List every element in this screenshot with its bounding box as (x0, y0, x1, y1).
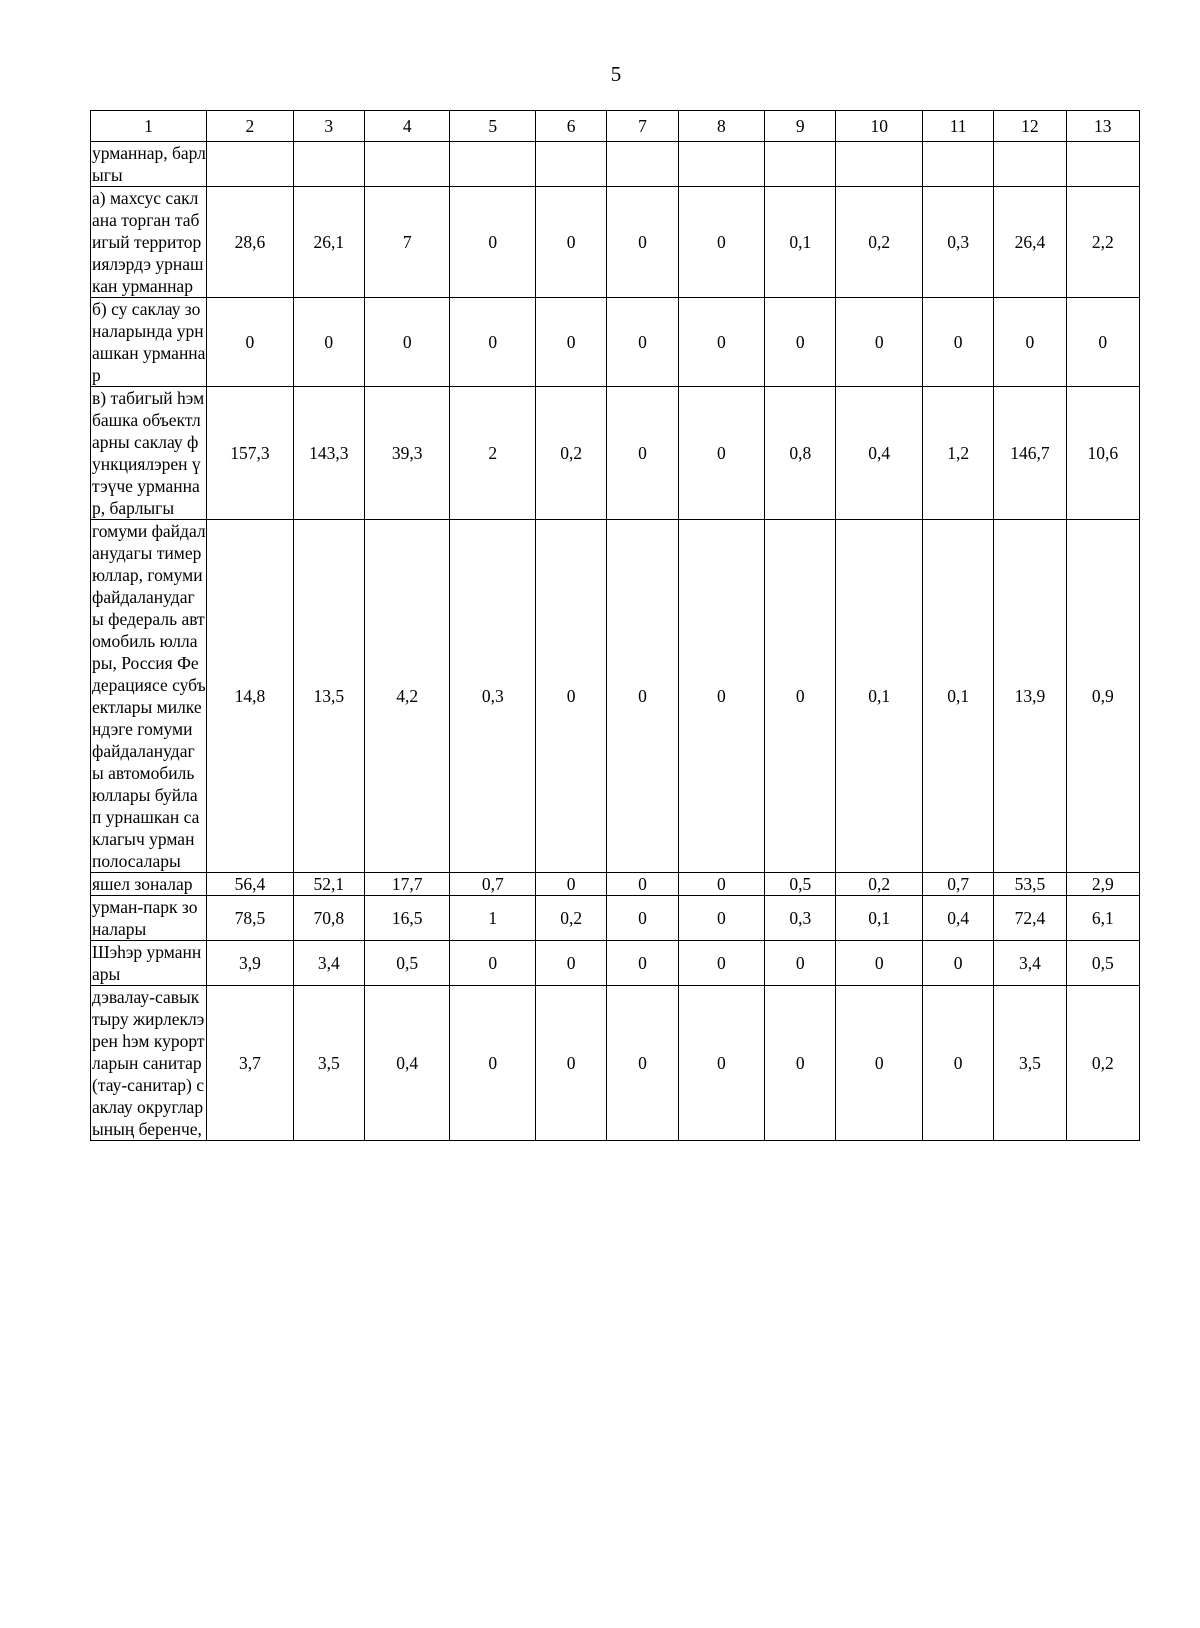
table-cell (836, 142, 923, 187)
column-header: 1 (91, 111, 207, 142)
table-cell: 0 (923, 986, 994, 1141)
table-cell: 0,1 (765, 187, 836, 298)
column-header: 3 (293, 111, 364, 142)
table-cell: 0 (678, 873, 765, 896)
table-cell: 0 (607, 298, 678, 387)
table-cell: 0 (836, 986, 923, 1141)
table-cell (678, 142, 765, 187)
row-label: гомуми файдаланудагы тимер юллар, гомуми файдаланудагы федераль автомобиль юллары, Россия Федерациясе субъектлары милкендэге гомуми файдаланудагы автомобиль юллары буйлап урнашкан саклагыч урман полосалары (92, 521, 206, 871)
column-number-row (91, 111, 1140, 142)
table-cell: 3,7 (207, 986, 294, 1141)
row-label: в) табигый һэм башка объектларны саклау функциялэрен үтэүче урманнар, барлыгы (91, 387, 207, 520)
table-cell: 2,2 (1066, 187, 1139, 298)
column-header: 8 (678, 111, 765, 142)
table-cell: 13,5 (293, 520, 364, 873)
table-cell: 17,7 (364, 873, 450, 896)
table-cell: 0 (450, 941, 536, 986)
table-cell (765, 142, 836, 187)
table-cell: 0 (678, 896, 765, 941)
table-cell: 2,9 (1066, 873, 1139, 896)
table-cell: 0 (607, 520, 678, 873)
table-cell: 0 (536, 941, 607, 986)
table-cell: 72,4 (994, 896, 1066, 941)
table-cell: 3,9 (207, 941, 294, 986)
column-header: 10 (836, 111, 923, 142)
table-cell: 0,2 (836, 187, 923, 298)
table-cell: 1 (450, 896, 536, 941)
table-cell: 0 (450, 986, 536, 1141)
table-cell: 13,9 (994, 520, 1066, 873)
data-table (90, 110, 1140, 1141)
table-cell: 0 (678, 387, 765, 520)
column-header: 4 (364, 111, 450, 142)
table-cell: 0,5 (765, 873, 836, 896)
table-row (91, 298, 1140, 387)
table-cell: 0 (607, 896, 678, 941)
table-body (91, 142, 1140, 1141)
table-cell: 0 (536, 187, 607, 298)
column-header: 7 (607, 111, 678, 142)
table-cell: 28,6 (207, 187, 294, 298)
row-label: дэвалау-савыктыру жирлеклэрен һэм курортларын санитар (тау-санитар) саклау округларының беренче, (91, 986, 207, 1141)
table-cell: 14,8 (207, 520, 294, 873)
table-cell: 0 (536, 873, 607, 896)
table-cell: 52,1 (293, 873, 364, 896)
table-cell: 0,1 (923, 520, 994, 873)
row-label: Шэһэр урманнары (91, 941, 207, 986)
table-cell: 0 (765, 520, 836, 873)
table-cell: 0 (364, 298, 450, 387)
table-cell: 7 (364, 187, 450, 298)
table-row (91, 896, 1140, 941)
table-cell (450, 142, 536, 187)
column-header: 12 (994, 111, 1066, 142)
table-cell: 0 (607, 187, 678, 298)
table-cell: 6,1 (1066, 896, 1139, 941)
table-row (91, 873, 1140, 896)
column-header: 2 (207, 111, 294, 142)
table-cell: 0 (994, 298, 1066, 387)
column-header: 5 (450, 111, 536, 142)
row-label: урман-парк зоналары (91, 896, 207, 941)
table-cell: 0,9 (1066, 520, 1139, 873)
table-cell (207, 142, 294, 187)
table-cell: 0 (1066, 298, 1139, 387)
table-cell: 56,4 (207, 873, 294, 896)
table-cell: 143,3 (293, 387, 364, 520)
table-cell: 2 (450, 387, 536, 520)
table-cell (994, 142, 1066, 187)
table-cell: 3,5 (994, 986, 1066, 1141)
table-cell: 0 (678, 187, 765, 298)
table-cell: 0 (536, 298, 607, 387)
table-cell: 0,5 (364, 941, 450, 986)
table-cell: 0,7 (450, 873, 536, 896)
table-row (91, 520, 1140, 873)
table-cell: 0,3 (923, 187, 994, 298)
table-cell: 4,2 (364, 520, 450, 873)
table-cell: 39,3 (364, 387, 450, 520)
table-cell: 3,4 (293, 941, 364, 986)
table-cell (536, 142, 607, 187)
table-cell: 70,8 (293, 896, 364, 941)
table-cell: 0,1 (836, 896, 923, 941)
table-cell: 0,7 (923, 873, 994, 896)
table-cell: 0 (678, 520, 765, 873)
row-label: б) су саклау зоналарында урнашкан урманнар (92, 299, 206, 385)
table-cell: 0 (678, 298, 765, 387)
table-cell: 0 (607, 873, 678, 896)
table-row (91, 387, 1140, 520)
row-label: а) махсус саклана торган табигый территориялэрдэ урнашкан урманнар (91, 187, 207, 298)
table-cell: 0,4 (836, 387, 923, 520)
table-cell: 3,5 (293, 986, 364, 1141)
table-cell: 0,3 (765, 896, 836, 941)
table-cell (923, 142, 994, 187)
column-header: 13 (1066, 111, 1139, 142)
table-cell: 0 (450, 298, 536, 387)
table-cell: 0 (450, 187, 536, 298)
table-cell: 0 (207, 298, 294, 387)
table-cell: 0,3 (450, 520, 536, 873)
page-number: 5 (610, 62, 622, 86)
table-cell (364, 142, 450, 187)
table-cell (1066, 142, 1139, 187)
table-cell: 0,4 (923, 896, 994, 941)
column-header: 6 (536, 111, 607, 142)
table-cell: 0 (678, 986, 765, 1141)
table-cell: 0 (607, 986, 678, 1141)
table-cell: 1,2 (923, 387, 994, 520)
table-cell: 0 (765, 941, 836, 986)
table-cell: 3,4 (994, 941, 1066, 986)
column-header: 11 (923, 111, 994, 142)
table-cell: 0 (607, 941, 678, 986)
table-cell (293, 142, 364, 187)
table-cell: 0 (836, 298, 923, 387)
table-cell: 0,2 (836, 873, 923, 896)
table-cell: 0,2 (536, 896, 607, 941)
table-cell: 0,4 (364, 986, 450, 1141)
table-cell: 0 (607, 387, 678, 520)
table-cell: 26,4 (994, 187, 1066, 298)
row-label: яшел зоналар (91, 873, 207, 896)
table-cell (607, 142, 678, 187)
table-cell: 26,1 (293, 187, 364, 298)
table-cell: 0 (678, 941, 765, 986)
table-cell: 78,5 (207, 896, 294, 941)
table-cell: 0,2 (1066, 986, 1139, 1141)
row-label: урманнар, барлыгы (92, 143, 206, 185)
table-cell: 146,7 (994, 387, 1066, 520)
table-cell: 157,3 (207, 387, 294, 520)
table-cell: 0,2 (536, 387, 607, 520)
table-cell: 53,5 (994, 873, 1066, 896)
table-row (91, 986, 1140, 1141)
table-row (91, 941, 1140, 986)
table-cell: 0 (536, 520, 607, 873)
table-cell: 0,8 (765, 387, 836, 520)
table-row (91, 142, 1140, 187)
column-header: 9 (765, 111, 836, 142)
table-cell: 0 (293, 298, 364, 387)
table-cell: 0 (923, 941, 994, 986)
table-cell: 0,1 (836, 520, 923, 873)
table-row (91, 187, 1140, 298)
table-cell: 0 (836, 941, 923, 986)
table-cell: 16,5 (364, 896, 450, 941)
table-cell: 0 (765, 986, 836, 1141)
table-cell: 0,5 (1066, 941, 1139, 986)
table-cell: 0 (923, 298, 994, 387)
table-cell: 10,6 (1066, 387, 1139, 520)
table-cell: 0 (765, 298, 836, 387)
table-cell: 0 (536, 986, 607, 1141)
